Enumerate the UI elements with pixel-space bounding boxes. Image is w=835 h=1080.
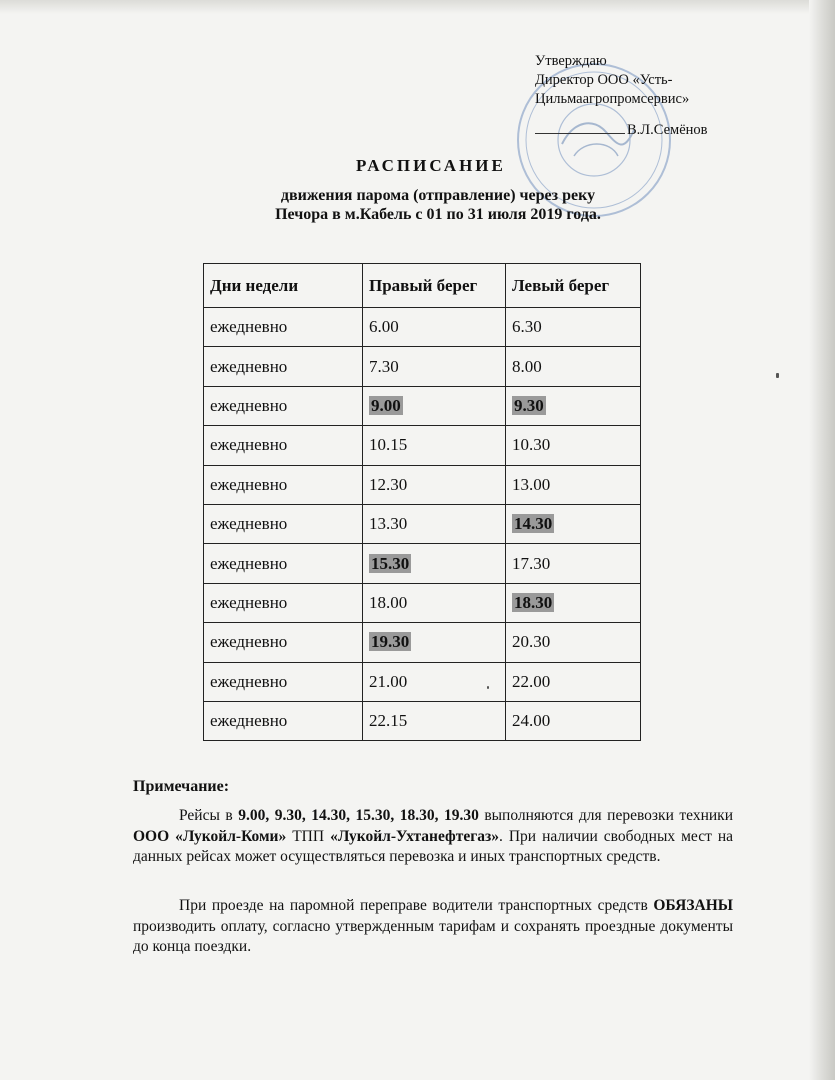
header-days: Дни недели	[204, 264, 363, 308]
cell-left-bank-value: 13.00	[512, 474, 551, 494]
note-p1-times: 9.00, 9.30, 14.30, 15.30, 18.30, 19.30	[238, 807, 479, 824]
cell-right-bank-value: 12.30	[369, 474, 408, 494]
table-row	[204, 465, 641, 504]
cell-left-bank	[506, 504, 641, 543]
note-p1-c: ТПП	[292, 827, 325, 845]
scan-edge-right	[809, 0, 835, 1080]
approval-line-2: Директор ООО «Усть-	[535, 72, 673, 88]
cell-left-bank-value: 22.00	[512, 671, 551, 691]
document-title: РАСПИСАНИЕ	[356, 156, 506, 175]
cell-left-bank-value: 14.30	[514, 514, 553, 534]
cell-day-value: ежедневно	[210, 671, 288, 691]
cell-day-value: ежедневно	[210, 553, 288, 573]
note-p2-bold: ОБЯЗАНЫ	[653, 897, 734, 914]
table-row	[204, 308, 641, 347]
note-p1-org2: «Лукойл-Ухтанефтегаз»	[330, 827, 499, 845]
document-subtitle	[238, 186, 638, 224]
table-row	[204, 623, 641, 662]
table-row	[204, 662, 641, 701]
subtitle-line-2: Печора в м.Кабель с 01 по 31 июля 2019 года.	[275, 206, 601, 223]
cell-day-value: ежедневно	[210, 514, 288, 534]
approval-line-1: Утверждаю	[535, 53, 607, 69]
note-p1-org1: ООО «Лукойл-Коми»	[133, 827, 287, 845]
note-p2-b: производить оплату, согласно утвержденным тарифам и сохранять проездные документы до конца поездки.	[133, 917, 733, 955]
cell-left-bank	[506, 308, 641, 347]
table-row	[204, 701, 641, 740]
cell-day	[204, 426, 363, 465]
approval-block	[535, 52, 708, 140]
note-heading: Примечание:	[133, 778, 230, 795]
cell-day-value: ежедневно	[210, 356, 288, 376]
cell-left-bank	[506, 465, 641, 504]
cell-day	[204, 623, 363, 662]
table-row	[204, 504, 641, 543]
table-row	[204, 426, 641, 465]
cell-right-bank	[363, 623, 506, 662]
cell-day-value: ежедневно	[210, 395, 288, 415]
cell-right-bank-value: 15.30	[371, 553, 410, 573]
header-left-bank: Левый берег	[506, 264, 641, 308]
cell-left-bank	[506, 426, 641, 465]
cell-left-bank-value: 9.30	[514, 395, 544, 415]
cell-day-value: ежедневно	[210, 317, 288, 337]
header-right-bank: Правый берег	[363, 264, 506, 308]
cell-day	[204, 701, 363, 740]
cell-day	[204, 544, 363, 583]
cell-left-bank-value: 6.30	[512, 317, 542, 337]
cell-day	[204, 386, 363, 425]
cell-right-bank	[363, 386, 506, 425]
cell-left-bank-value: 18.30	[514, 592, 553, 612]
cell-day	[204, 583, 363, 622]
cell-left-bank-value: 10.30	[512, 435, 551, 455]
cell-left-bank	[506, 386, 641, 425]
cell-left-bank-value: 17.30	[512, 553, 551, 573]
cell-right-bank-value: 21.00	[369, 671, 408, 691]
cell-day-value: ежедневно	[210, 435, 288, 455]
cell-left-bank	[506, 701, 641, 740]
cell-right-bank-value: 10.15	[369, 435, 408, 455]
cell-right-bank	[363, 701, 506, 740]
cell-day	[204, 308, 363, 347]
cell-left-bank	[506, 544, 641, 583]
cell-left-bank-value: 20.30	[512, 632, 551, 652]
scan-edge-top	[0, 0, 835, 14]
cell-day-value: ежедневно	[210, 632, 288, 652]
cell-day-value: ежедневно	[210, 474, 288, 494]
cell-left-bank	[506, 662, 641, 701]
subtitle-line-1: движения парома (отправление) через реку	[280, 187, 596, 204]
table-row	[204, 347, 641, 386]
note-paragraph-2	[133, 896, 733, 958]
note-p1-d: . При наличии свободных мест на данных рейсах может осуществляться перевозка и иных транспортных средств.	[133, 827, 734, 865]
cell-day	[204, 465, 363, 504]
note-paragraph-1	[133, 806, 733, 868]
note-p1-b: выполняются для перевозки техники	[484, 807, 733, 824]
cell-right-bank	[363, 308, 506, 347]
cell-right-bank	[363, 347, 506, 386]
table-row	[204, 583, 641, 622]
scan-speck	[776, 373, 779, 378]
cell-right-bank	[363, 583, 506, 622]
cell-right-bank	[363, 426, 506, 465]
schedule-table	[203, 263, 641, 741]
cell-left-bank	[506, 623, 641, 662]
approval-line-3: Цильмаагропромсервис»	[535, 91, 690, 107]
cell-right-bank-value: 7.30	[369, 356, 399, 376]
note-p1-a: Рейсы в	[179, 807, 233, 824]
cell-right-bank-value: 6.00	[369, 317, 399, 337]
cell-left-bank	[506, 347, 641, 386]
cell-day-value: ежедневно	[210, 592, 288, 612]
cell-left-bank	[506, 583, 641, 622]
cell-right-bank-value: 19.30	[371, 632, 410, 652]
cell-day-value: ежедневно	[210, 711, 288, 731]
cell-left-bank-value: 8.00	[512, 356, 542, 376]
cell-day	[204, 662, 363, 701]
table-row	[204, 544, 641, 583]
cell-right-bank	[363, 504, 506, 543]
signer-name: В.Л.Семёнов	[627, 122, 708, 138]
cell-day	[204, 504, 363, 543]
cell-right-bank-value: 9.00	[371, 395, 401, 415]
cell-right-bank	[363, 465, 506, 504]
cell-day	[204, 347, 363, 386]
cell-right-bank	[363, 544, 506, 583]
note-p2-a: При проезде на паромной переправе водители транспортных средств	[179, 897, 648, 914]
table-row	[204, 386, 641, 425]
cell-left-bank-value: 24.00	[512, 711, 551, 731]
cell-right-bank	[363, 662, 506, 701]
signature-line	[535, 133, 625, 134]
table-header-row	[204, 264, 641, 308]
cell-right-bank-value: 18.00	[369, 592, 408, 612]
scan-speck	[487, 686, 489, 689]
cell-right-bank-value: 13.30	[369, 514, 408, 534]
cell-right-bank-value: 22.15	[369, 711, 408, 731]
